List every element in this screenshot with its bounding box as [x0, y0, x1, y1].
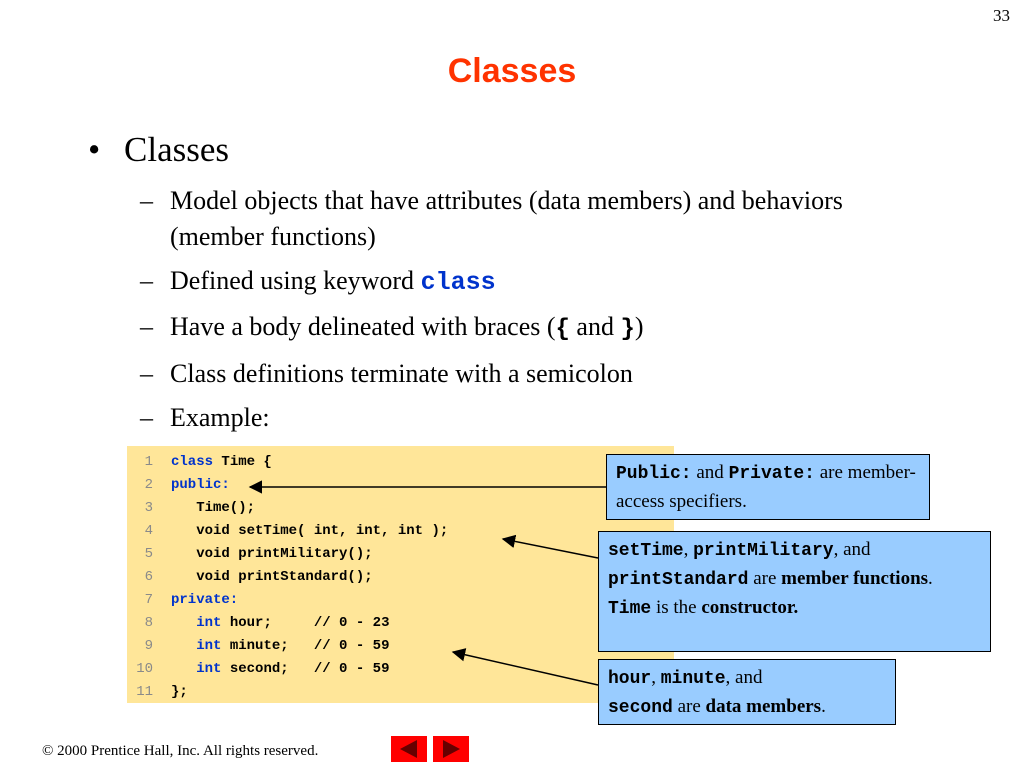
line-number: 9: [144, 638, 153, 654]
printmilitary-name: printMilitary: [693, 541, 834, 561]
code-keyword: class: [171, 454, 214, 470]
code-text: second; // 0 - 59: [221, 661, 390, 677]
code-line: [127, 543, 373, 566]
sub-bullet-text: Defined using keyword: [170, 266, 421, 295]
code-line: [127, 658, 389, 681]
and-text: , and: [833, 539, 871, 560]
sub-bullet-list: [140, 183, 900, 444]
code-indent: [171, 615, 196, 631]
class-keyword: class: [420, 268, 496, 297]
close-brace: }: [620, 316, 635, 343]
sub-bullet-text: Class definitions terminate with a semicolon: [170, 359, 633, 388]
code-indent: [171, 638, 196, 654]
member-functions-term: member functions: [781, 568, 929, 589]
code-line: [127, 451, 272, 474]
code-line: [127, 635, 389, 658]
code-listing: [127, 446, 674, 703]
line-number: 8: [144, 615, 153, 631]
line-number: 7: [144, 592, 153, 608]
code-keyword: int: [196, 615, 222, 631]
sub-bullet-keyword: [140, 263, 900, 301]
code-text: hour; // 0 - 23: [221, 615, 390, 631]
bullet-text: Classes: [124, 130, 229, 169]
sub-bullet-braces: [140, 309, 900, 348]
triangle-right-icon: [433, 736, 469, 762]
dash: –: [140, 359, 153, 388]
line-number: 11: [136, 684, 153, 700]
settime-name: setTime: [608, 541, 684, 561]
main-bullet: [88, 130, 229, 170]
and-text: and: [569, 312, 621, 341]
constructor-term: constructor.: [701, 597, 799, 618]
bullet-dot: •: [88, 130, 101, 169]
next-slide-button[interactable]: [433, 736, 469, 762]
callout-text: are member-access specifiers.: [616, 462, 916, 512]
second-name: second: [608, 698, 673, 718]
triangle-left-icon: [391, 736, 427, 762]
period: .: [821, 696, 826, 717]
code-text: };: [171, 684, 188, 700]
callout-access-specifiers: [606, 454, 930, 520]
is-the-text: is the: [651, 597, 702, 618]
comma: ,: [651, 667, 661, 688]
line-number: 5: [144, 546, 153, 562]
and-text: , and: [725, 667, 763, 688]
code-line: [127, 474, 230, 497]
line-number: 10: [136, 661, 153, 677]
are-text: are: [672, 696, 706, 717]
sub-bullet-text: Have a body delineated with braces (: [170, 312, 556, 341]
code-text: Time();: [171, 500, 256, 516]
slide-title: Classes: [447, 52, 577, 90]
code-indent: [171, 661, 196, 677]
code-keyword: public:: [171, 477, 230, 493]
open-brace: {: [555, 316, 570, 343]
line-number: 1: [144, 454, 153, 470]
sub-bullet-example: [140, 400, 900, 436]
line-number: 6: [144, 569, 153, 585]
code-keyword: private:: [171, 592, 239, 608]
dash: –: [140, 186, 153, 215]
sub-bullet-text: Example:: [170, 403, 270, 432]
callout-data-members: [598, 659, 896, 725]
previous-slide-button[interactable]: [391, 736, 427, 762]
code-line: [127, 589, 238, 612]
time-name: Time: [608, 599, 652, 619]
printstandard-name: printStandard: [608, 570, 749, 590]
copyright-footer: © 2000 Prentice Hall, Inc. All rights reserved.: [42, 743, 319, 759]
code-text: void setTime( int, int, int );: [171, 523, 449, 539]
line-number: 3: [144, 500, 153, 516]
dash: –: [140, 403, 153, 432]
code-line: [127, 612, 389, 635]
period: .: [928, 568, 933, 589]
code-line: [127, 681, 188, 704]
callout-member-functions: [598, 531, 991, 652]
close-paren: ): [634, 312, 644, 341]
code-line: [127, 497, 255, 520]
public-keyword: Public:: [616, 464, 692, 484]
sub-bullet-attributes: [140, 183, 900, 255]
data-members-term: data members: [705, 696, 822, 717]
code-keyword: int: [196, 638, 222, 654]
line-number: 2: [144, 477, 153, 493]
hour-name: hour: [608, 669, 652, 689]
dash: –: [140, 312, 153, 341]
minute-name: minute: [660, 669, 726, 689]
sub-bullet-text: Model objects that have attributes (data members) and behaviors (member functions): [170, 186, 843, 251]
code-line: [127, 566, 373, 589]
are-text: are: [748, 568, 782, 589]
code-keyword: int: [196, 661, 222, 677]
comma: ,: [683, 539, 694, 560]
code-text: void printStandard();: [171, 569, 373, 585]
code-text: Time {: [213, 454, 272, 470]
code-text: minute; // 0 - 59: [221, 638, 390, 654]
slide-number: 33: [993, 6, 1010, 25]
private-keyword: Private:: [728, 464, 815, 484]
code-text: void printMilitary();: [171, 546, 373, 562]
and-text: and: [691, 462, 729, 483]
sub-bullet-semicolon: [140, 356, 900, 392]
dash: –: [140, 266, 153, 295]
line-number: 4: [144, 523, 153, 539]
code-line: [127, 520, 448, 543]
